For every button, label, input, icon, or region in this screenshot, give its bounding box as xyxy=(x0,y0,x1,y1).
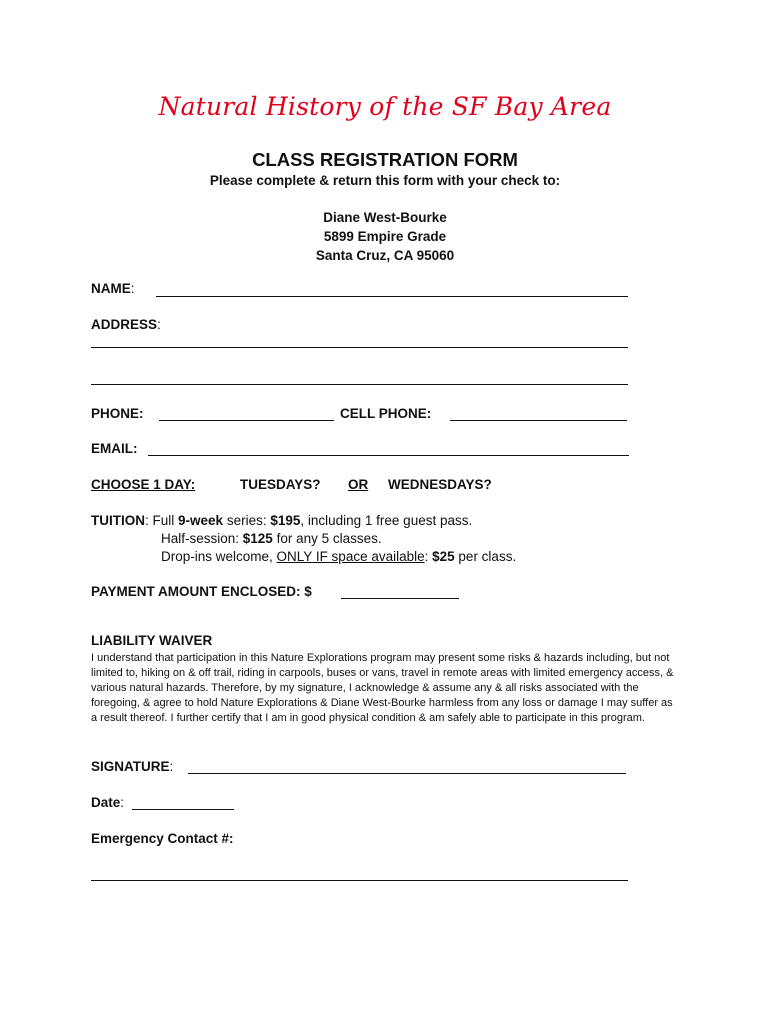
phone-label: PHONE: xyxy=(91,406,144,421)
mailing-address-street: 5899 Empire Grade xyxy=(323,229,447,244)
address-line-1-field[interactable] xyxy=(91,347,628,348)
date-row: Date: xyxy=(91,795,125,810)
address-row: ADDRESS: xyxy=(91,317,161,332)
date-field[interactable] xyxy=(132,797,234,810)
signature-row: SIGNATURE: xyxy=(91,759,174,774)
tuition-half-price: $125 xyxy=(242,531,273,546)
tuition-dropin-row xyxy=(161,548,516,566)
mailing-address xyxy=(0,208,770,265)
address-line-2-field[interactable] xyxy=(91,384,628,385)
cell-phone-row xyxy=(340,406,431,421)
email-row xyxy=(91,441,138,456)
tuition-dropin-prefix: Drop-ins welcome, xyxy=(161,549,277,564)
tuition-dropin-suffix: per class. xyxy=(454,549,517,564)
payment-label: PAYMENT AMOUNT ENCLOSED: $ xyxy=(91,584,312,599)
return-instructions: Please complete & return this form with your check to: xyxy=(209,173,561,188)
liability-waiver-heading: LIABILITY WAIVER xyxy=(91,633,213,648)
liability-waiver-text: I understand that participation in this Nature Explorations program may present some risks & hazards including, but not limited to, hiking on & off trail, riding in carpools, buses or vans, travel in remote areas with limited emergency access, & various natural hazards. Therefore, by my signature, I acknowledge & assume any & all risks associated with the foregoing, & agree to hold Nature Explorations & Diane West-Bourke harmless from any loss or damage I may suffer as a result thereof. I further certify that I am in good physical condition & am safely able to participate in this program. xyxy=(91,652,674,724)
tuition-full-prefix: Full xyxy=(152,513,179,528)
day-option-wednesdays[interactable]: WEDNESDAYS? xyxy=(388,477,492,492)
form-heading-title: Natural History of the SF Bay Area xyxy=(158,92,612,121)
tuition-half-row xyxy=(161,530,382,548)
cell-phone-field[interactable] xyxy=(450,408,627,421)
emergency-contact-label: Emergency Contact #: xyxy=(91,831,234,846)
tuition-half-prefix: Half-session: xyxy=(161,531,243,546)
name-label: NAME xyxy=(91,281,131,296)
tuition-dropin-price: $25 xyxy=(432,549,455,564)
name-field[interactable] xyxy=(156,284,628,297)
name-row: NAME: xyxy=(91,281,135,296)
tuition-dropin-condition: ONLY IF space available xyxy=(276,549,425,564)
tuition-full-row: TUITION: Full 9-week series: $195, including 1 free guest pass. xyxy=(91,513,473,528)
payment-row xyxy=(91,584,312,599)
signature-label: SIGNATURE xyxy=(91,759,170,774)
choose-day-label: CHOOSE 1 DAY: xyxy=(91,477,196,492)
mailing-address-city: Santa Cruz, CA 95060 xyxy=(315,248,455,263)
address-label: ADDRESS xyxy=(91,317,158,332)
tuition-half-suffix: for any 5 classes. xyxy=(272,531,382,546)
emergency-contact-row xyxy=(91,831,234,846)
tuition-dropin-colon: : xyxy=(424,549,433,564)
payment-amount-field[interactable] xyxy=(341,586,459,599)
tuition-full-suffix: , including 1 free guest pass. xyxy=(300,513,473,528)
day-option-tuesdays[interactable]: TUESDAYS? xyxy=(240,477,321,492)
choose-day-row xyxy=(91,477,195,492)
form-title: CLASS REGISTRATION FORM xyxy=(252,149,518,170)
tuition-full-weeks: 9-week xyxy=(178,513,224,528)
tuition-full-price: $195 xyxy=(270,513,301,528)
phone-row xyxy=(91,406,144,421)
cell-phone-label: CELL PHONE: xyxy=(340,406,432,421)
day-or-label: OR xyxy=(348,477,369,492)
email-field[interactable] xyxy=(148,443,629,456)
emergency-contact-field[interactable] xyxy=(91,880,628,881)
signature-field[interactable] xyxy=(188,761,626,774)
phone-field[interactable] xyxy=(159,408,334,421)
mailing-address-name: Diane West-Bourke xyxy=(323,210,447,225)
tuition-full-series: series: xyxy=(223,513,271,528)
email-label: EMAIL: xyxy=(91,441,138,456)
date-label: Date xyxy=(91,795,121,810)
tuition-label: TUITION xyxy=(91,513,145,528)
